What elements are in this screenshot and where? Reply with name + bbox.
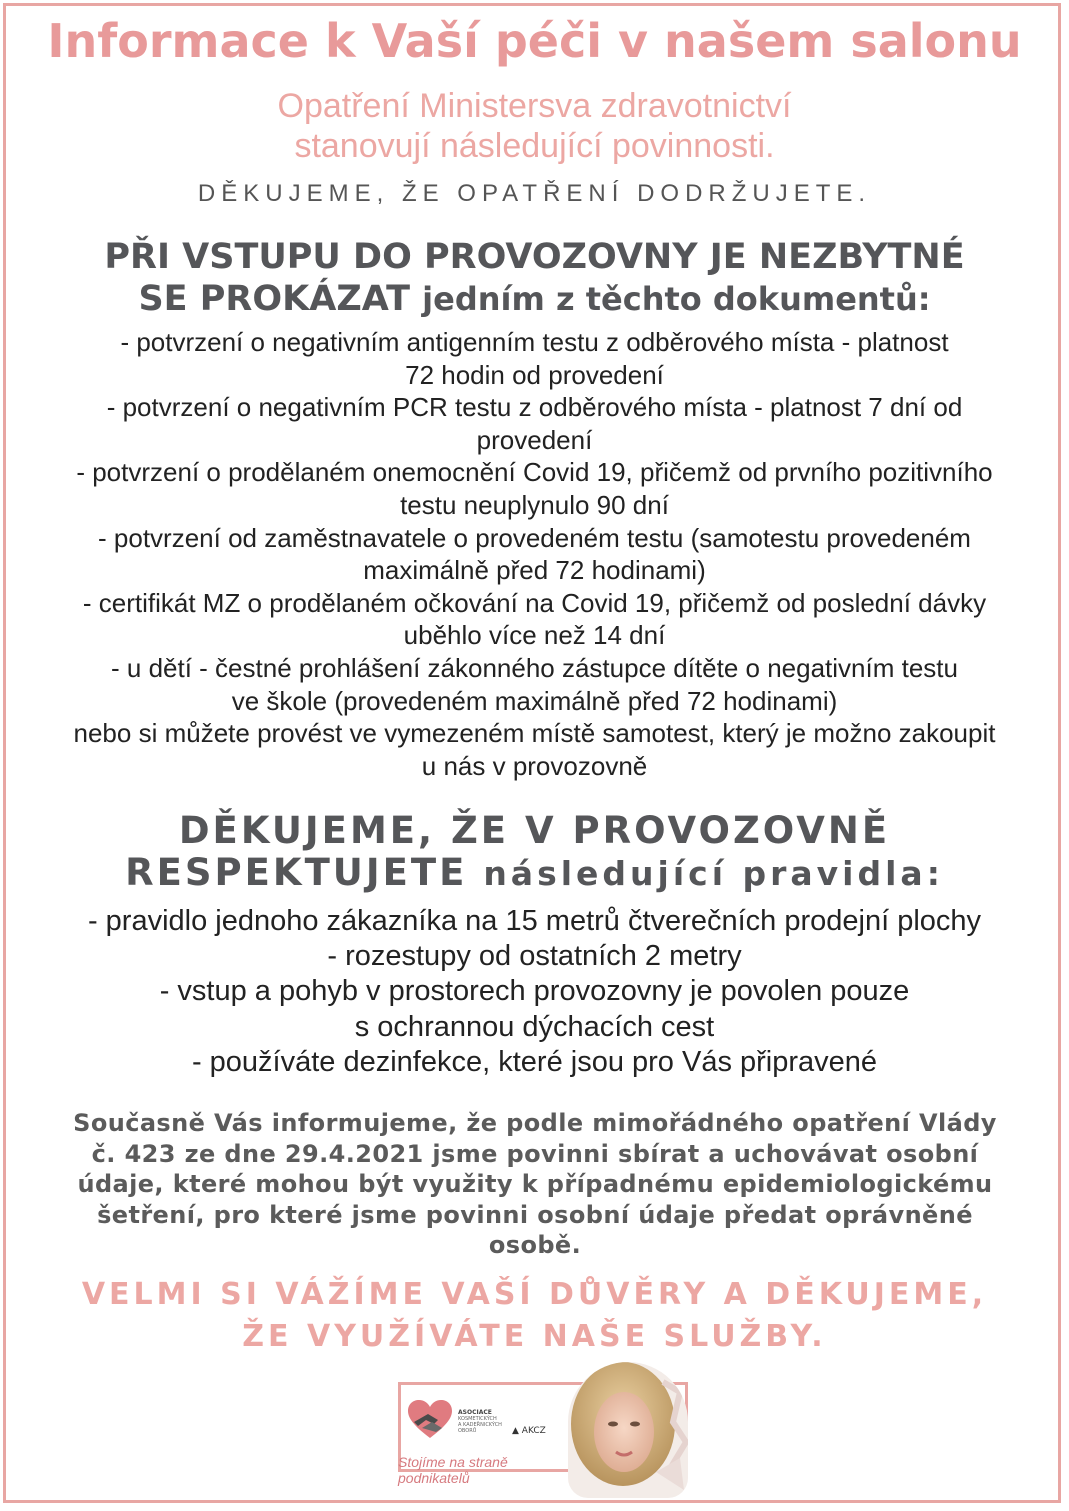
subtitle-line-1: Opatření Ministersva zdravotnictví [277,87,792,125]
list-item: - certifikát MZ o prodělaném očkování na Covid 19, přičemž od poslední dávky [82,587,987,618]
entry-heading-bold: SE PROKÁZAT [138,279,410,319]
list-item: 72 hodin od provedení [405,359,664,390]
subtitle-line-2: stanovují následující povinnosti. [294,127,775,165]
list-item: s ochrannou dýchacích cest [354,1010,715,1043]
list-item: nebo si můžete provést ve vymezeném místě samotest, který je možno zakoupit [73,718,996,749]
list-item: uběhlo více než 14 dní [403,620,666,651]
list-item: - používáte dezinfekce, které jsou pro Vás připravené [191,1045,878,1078]
list-item: - potvrzení o prodělaném onemocnění Covid 19, přičemž od prvního pozitivního [76,457,993,488]
closing-thanks [0,1274,1069,1358]
list-item: - potvrzení o negativním antigenním testu z odběrového místa - platnost [120,327,949,357]
list-item: - vstup a pohyb v prostorech provozovny je povolen pouze [159,975,910,1008]
list-item: - potvrzení od zaměstnavatele o provedeném testu (samotestu provedeném [98,522,971,553]
entry-heading-line-2 [0,278,1069,320]
banner-slogan: Stojíme na straně podnikatelů [398,1454,508,1486]
woman-portrait-image [568,1362,688,1498]
akcz-logo-icon: ▲ [512,1426,519,1436]
list-item: provedení [476,424,593,455]
data-protection-notice [40,1108,1030,1261]
documents-list [0,326,1069,782]
rules-heading-rest: následující pravidla: [483,854,944,893]
notice-line: Současně Vás informujeme, že podle mimořádného opatření Vlády [73,1109,997,1137]
closing-line-1: VELMI SI VÁŽÍME VAŠÍ DŮVĚRY A DĚKUJEME, [81,1277,988,1312]
rules-heading-bold: RESPEKTUJETE [125,851,468,894]
page-title: Informace k Vaší péči v našem salonu [47,14,1022,68]
list-item: maximálně před 72 hodinami) [363,555,706,586]
entry-heading [0,236,1069,320]
rules-list [0,904,1069,1080]
rules-heading [0,810,1069,895]
heart-hands-icon [408,1400,452,1440]
list-item: - rozestupy od ostatních 2 metry [327,940,742,973]
akcz-logo: ▲ AKCZ [512,1426,546,1436]
notice-line: údaje, které mohou být využity k případnému epidemiologickému [77,1170,993,1198]
rules-heading-line-2 [0,852,1069,895]
list-item: u nás v provozovně [421,750,648,781]
list-item: - potvrzení o negativním PCR testu z odběrového místa - platnost 7 dní od [106,392,963,423]
list-item: - u dětí - čestné prohlášení zákonného zástupce dítěte o negativním testu [111,652,958,683]
association-banner [398,1362,690,1498]
notice-line: osobě. [488,1231,582,1259]
closing-line-2: ŽE VYUŽÍVÁTE NAŠE SLUŽBY. [242,1319,827,1354]
rules-heading-line-1: DĚKUJEME, ŽE V PROVOZOVNĚ [178,809,891,852]
association-name: ASOCIACE KOSMETICKÝCH A KADEŘNICKÝCH OBORŮ [458,1409,502,1434]
thanks-line: DĚKUJEME, ŽE OPATŘENÍ DODRŽUJETE. [197,180,872,207]
list-item: - pravidlo jednoho zákazníka na 15 metrů čtverečních prodejní plochy [87,905,982,937]
subtitle [0,86,1069,166]
notice-line: šetření, pro které jsme povinni osobní údaje předat oprávněné [97,1200,973,1229]
notice-line: č. 423 ze dne 29.4.2021 jsme povinni sbírat a uchovávat osobní [91,1139,979,1168]
entry-heading-line-1: PŘI VSTUPU DO PROVOZOVNY JE NEZBYTNÉ [104,237,965,277]
list-item: ve škole (provedeném maximálně před 72 hodinami) [231,685,838,716]
entry-heading-rest: jedním z těchto dokumentů: [422,280,931,318]
list-item: testu neuplynulo 90 dní [400,489,669,520]
